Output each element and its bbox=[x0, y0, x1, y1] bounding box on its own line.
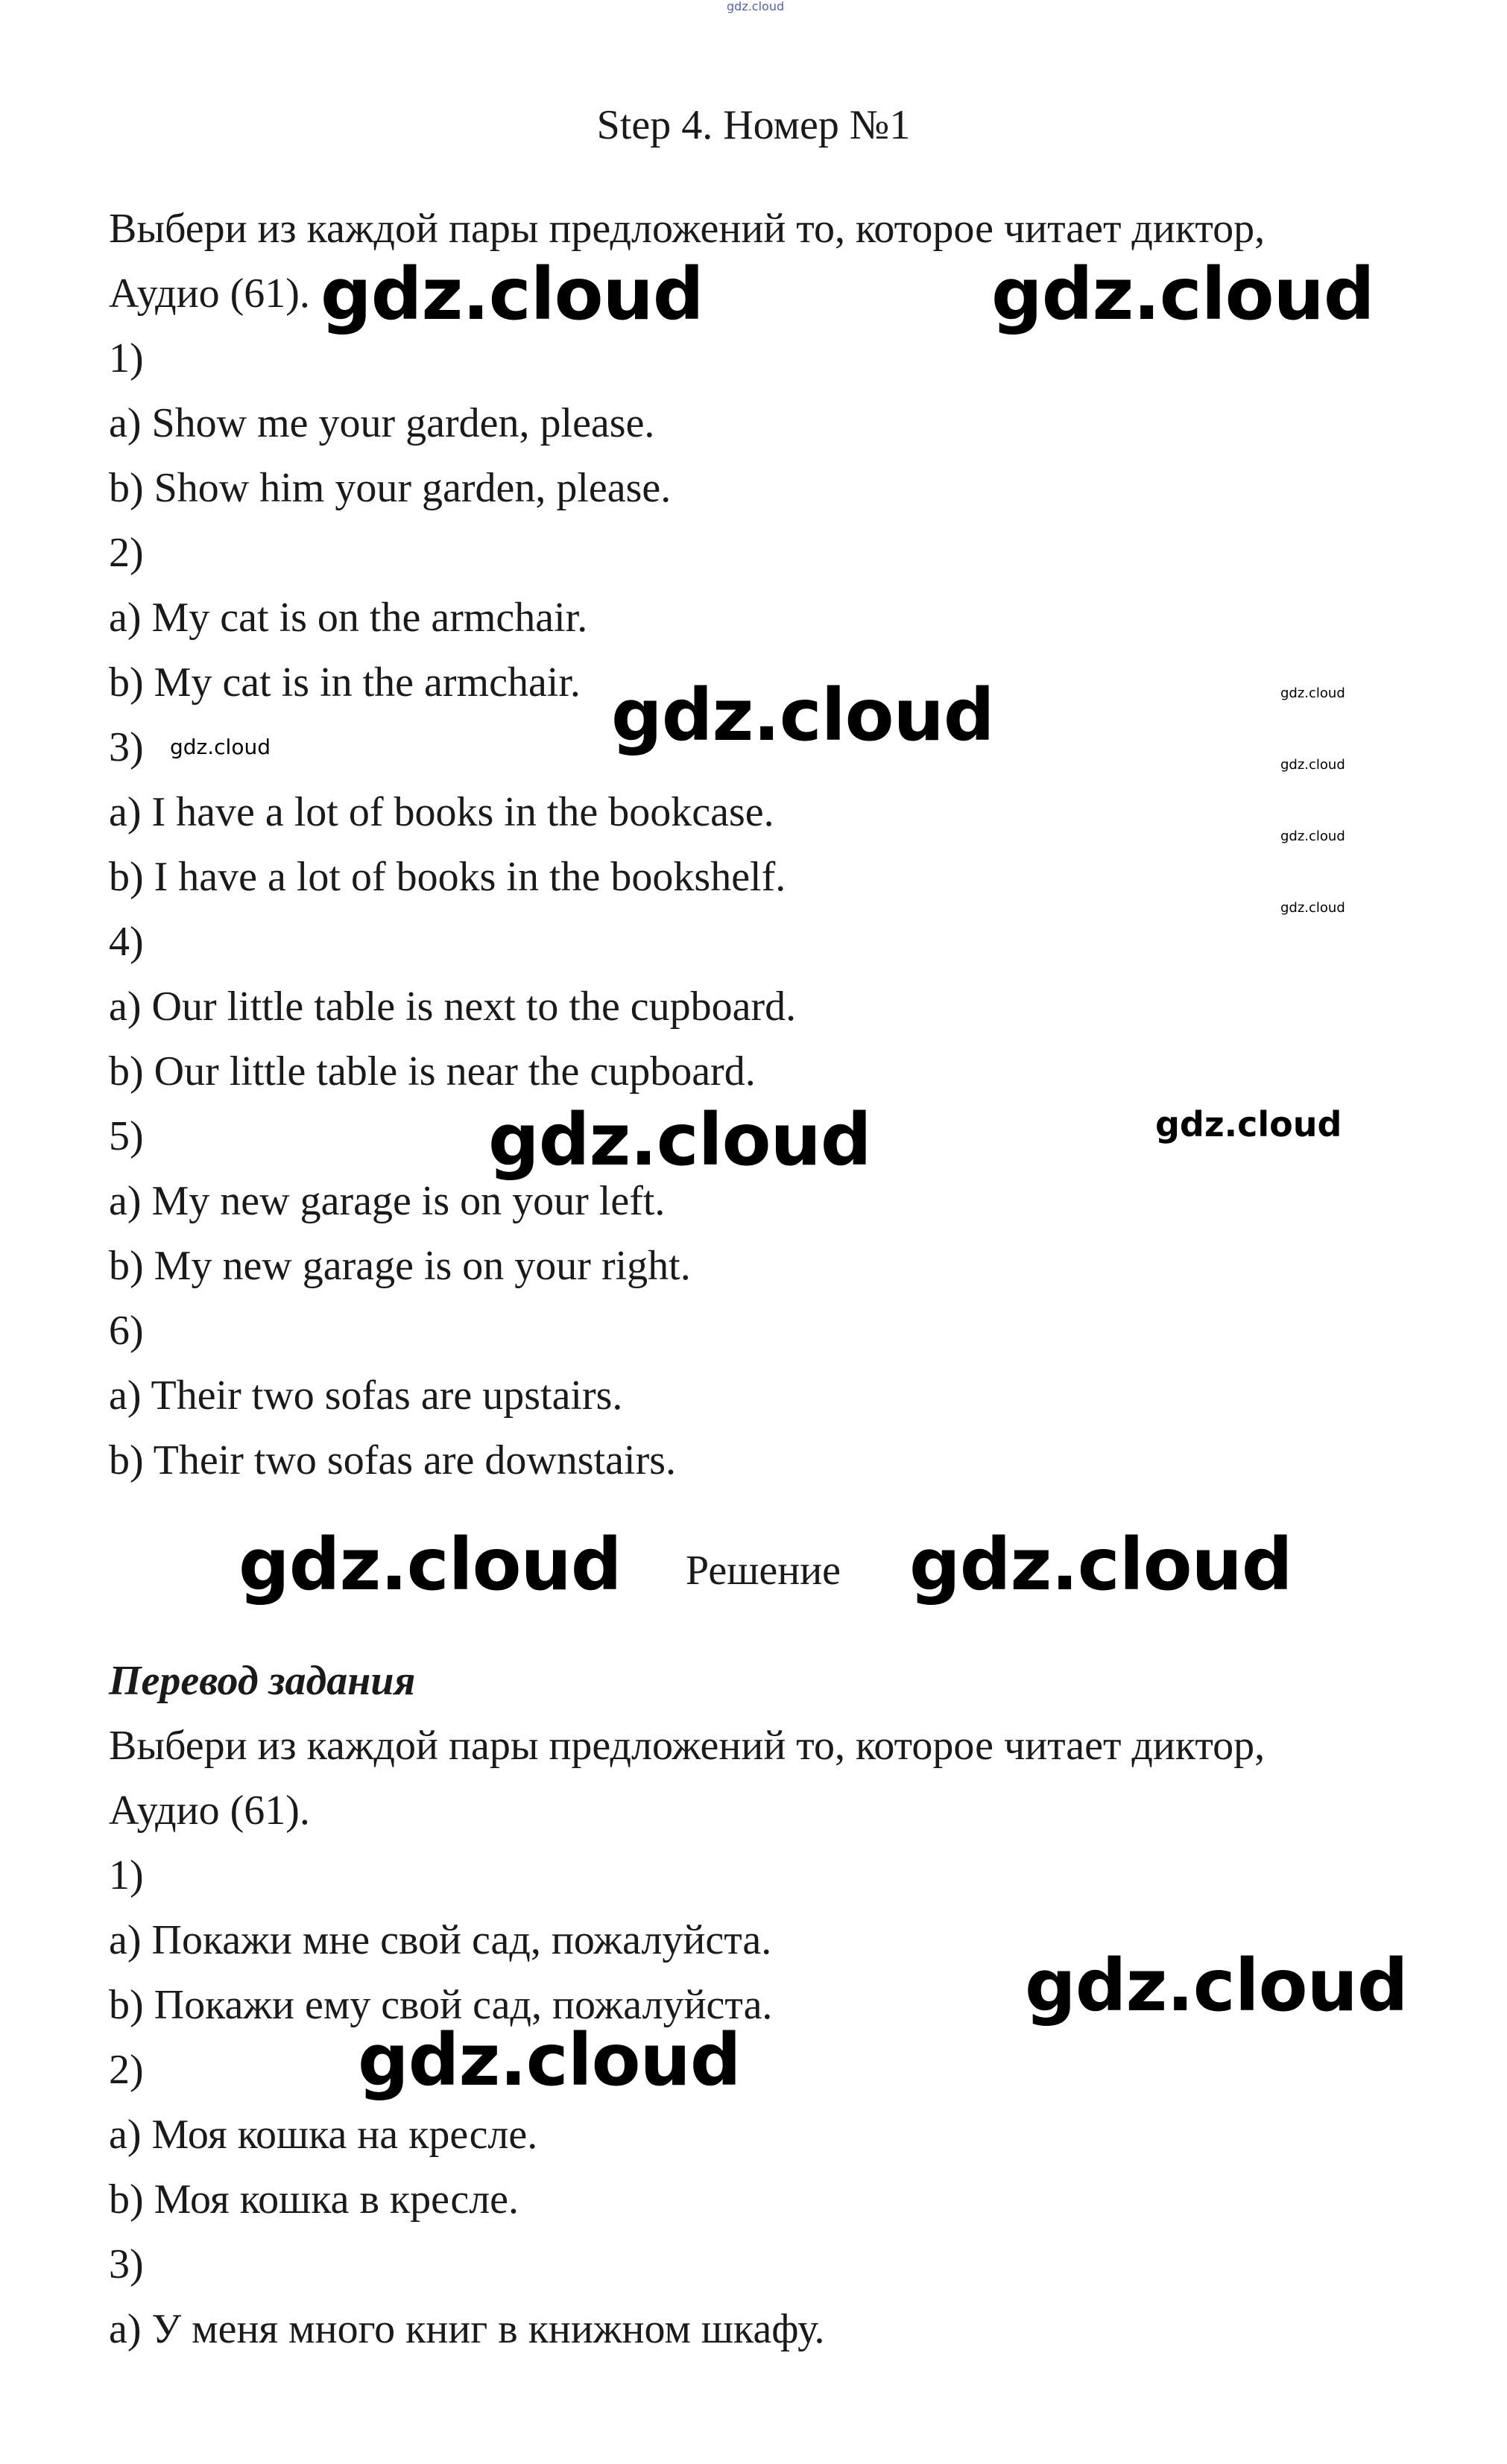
task-instruction-line2: Аудио (61). bbox=[109, 270, 310, 317]
item-5-number: 5) bbox=[109, 1113, 144, 1159]
item-3-option-a: a) I have a lot of books in the bookcase. bbox=[109, 789, 774, 835]
item-2-option-b: b) My cat is in the armchair. bbox=[109, 659, 581, 706]
item-1-option-b: b) Show him your garden, please. bbox=[109, 465, 672, 511]
watermark: gdz.cloud bbox=[909, 1523, 1292, 1606]
header-watermark: gdz.cloud bbox=[727, 0, 785, 13]
item-4-number: 4) bbox=[109, 919, 144, 965]
item-4-option-b: b) Our little table is near the cupboard. bbox=[109, 1048, 756, 1095]
watermark: gdz.cloud bbox=[611, 674, 994, 757]
item-3-number: 3) bbox=[109, 724, 144, 770]
item-2-option-a: a) My cat is on the armchair. bbox=[109, 595, 588, 641]
watermark: gdz.cloud bbox=[991, 253, 1374, 336]
watermark: gdz.cloud bbox=[320, 253, 704, 336]
translation-heading: Перевод задания bbox=[109, 1658, 416, 1704]
watermark: gdz.cloud bbox=[238, 1523, 622, 1606]
watermark: gdz.cloud bbox=[488, 1098, 871, 1182]
watermark: gdz.cloud bbox=[170, 735, 271, 759]
page-title: Step 4. Номер №1 bbox=[596, 102, 911, 148]
watermark: gdz.cloud bbox=[1025, 1944, 1408, 2027]
translation-item-3-option-a: a) У меня много книг в книжном шкафу. bbox=[109, 2306, 825, 2352]
watermark: gdz.cloud bbox=[1280, 829, 1345, 844]
translation-item-2-option-b: b) Моя кошка в кресле. bbox=[109, 2176, 519, 2223]
task-instruction-line1: Выбери из каждой пары предложений то, которое читает диктор, bbox=[109, 206, 1266, 252]
translation-item-1-option-b: b) Покажи ему свой сад, пожалуйста. bbox=[109, 1982, 773, 2028]
translation-instruction-line1: Выбери из каждой пары предложений то, которое читает диктор, bbox=[109, 1723, 1266, 1769]
translation-item-1-option-a: a) Покажи мне свой сад, пожалуйста. bbox=[109, 1917, 772, 1963]
translation-item-2-number: 2) bbox=[109, 2047, 144, 2093]
solution-label: Решение bbox=[686, 1548, 841, 1594]
item-5-option-b: b) My new garage is on your right. bbox=[109, 1243, 691, 1289]
watermark: gdz.cloud bbox=[1280, 900, 1345, 916]
item-3-option-b: b) I have a lot of books in the bookshelf. bbox=[109, 854, 786, 900]
item-5-option-a: a) My new garage is on your left. bbox=[109, 1178, 666, 1224]
watermark: gdz.cloud bbox=[1155, 1104, 1342, 1144]
watermark: gdz.cloud bbox=[1280, 757, 1345, 773]
item-2-number: 2) bbox=[109, 530, 144, 576]
item-1-option-a: a) Show me your garden, please. bbox=[109, 400, 655, 446]
item-6-option-b: b) Their two sofas are downstairs. bbox=[109, 1437, 677, 1483]
item-6-option-a: a) Their two sofas are upstairs. bbox=[109, 1372, 623, 1419]
translation-item-2-option-a: a) Моя кошка на кресле. bbox=[109, 2112, 538, 2158]
watermark: gdz.cloud bbox=[1280, 685, 1345, 701]
item-4-option-a: a) Our little table is next to the cupboard. bbox=[109, 984, 797, 1030]
translation-item-3-number: 3) bbox=[109, 2241, 144, 2287]
watermark: gdz.cloud bbox=[358, 2018, 741, 2102]
translation-instruction-line2: Аудио (61). bbox=[109, 1787, 310, 1834]
item-1-number: 1) bbox=[109, 335, 144, 381]
item-6-number: 6) bbox=[109, 1308, 144, 1354]
translation-item-1-number: 1) bbox=[109, 1852, 144, 1898]
